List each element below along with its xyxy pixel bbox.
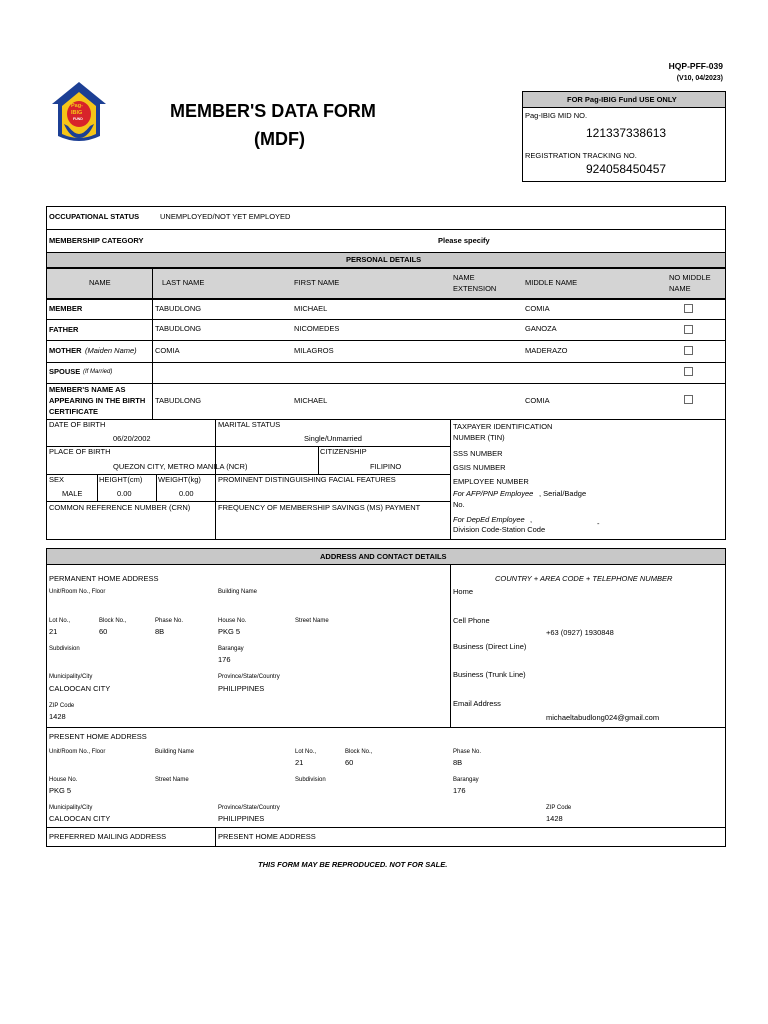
mailing-address-label: PREFERRED MAILING ADDRESS: [49, 832, 167, 841]
pres-unit-label: Unit/Room No., Floor: [49, 749, 106, 755]
citizenship-label: CITIZENSHIP: [320, 447, 367, 456]
father-first-name[interactable]: NICOMEDES: [294, 324, 340, 333]
pob-label: PLACE OF BIRTH: [49, 447, 111, 456]
pres-province-value[interactable]: PHILIPPINES: [218, 814, 265, 823]
pres-house-label: House No.: [49, 777, 78, 783]
spouse-no-middle-checkbox[interactable]: [684, 367, 693, 376]
father-last-name[interactable]: TABUDLONG: [155, 324, 202, 333]
home-phone-label: Home: [453, 587, 474, 596]
perm-block-value[interactable]: 60: [99, 627, 108, 636]
mailing-address-value[interactable]: PRESENT HOME ADDRESS: [218, 832, 316, 841]
member-row-label: MEMBER: [49, 304, 83, 313]
pres-street-label: Street Name: [155, 777, 189, 783]
col-name-ext-2: EXTENSION: [453, 284, 497, 293]
pres-block-label: Block No.,: [345, 749, 373, 755]
personal-details-header-label: PERSONAL DETAILS: [346, 255, 422, 264]
rtn-value: 924058450457: [586, 162, 667, 176]
member-first-name[interactable]: MICHAEL: [294, 304, 328, 313]
perm-province-value[interactable]: PHILIPPINES: [218, 684, 265, 693]
perm-lot-label: Lot No.,: [49, 618, 71, 624]
member-last-name[interactable]: TABUDLONG: [155, 304, 202, 313]
sss-label: SSS NUMBER: [453, 449, 503, 458]
sex-label: SEX: [49, 475, 65, 484]
spouse-row-label: SPOUSE: [49, 367, 81, 376]
mother-first-name[interactable]: MILAGROS: [294, 346, 334, 355]
birth-cert-middle-name[interactable]: COMIA: [525, 396, 550, 405]
form-subtitle: (MDF): [254, 129, 305, 149]
member-no-middle-checkbox[interactable]: [684, 304, 693, 313]
pres-municipality-value[interactable]: CALOOCAN CITY: [49, 814, 111, 823]
pag-ibig-logo: Pag- IBIG FUND: [50, 80, 108, 144]
father-middle-name[interactable]: GANOZA: [525, 324, 557, 333]
form-code: HQP-PFF-039: [668, 61, 723, 71]
mid-value: 121337338613: [586, 126, 667, 140]
pres-subdivision-label: Subdivision: [295, 777, 326, 783]
cell-phone-label: Cell Phone: [453, 616, 490, 625]
pres-building-label: Building Name: [155, 749, 195, 755]
deped-label-2: ,: [530, 515, 533, 524]
father-no-middle-checkbox[interactable]: [684, 325, 693, 334]
dob-label: DATE OF BIRTH: [49, 420, 106, 429]
citizenship-value[interactable]: FILIPINO: [370, 462, 402, 471]
rtn-label: REGISTRATION TRACKING NO.: [525, 151, 637, 160]
member-middle-name[interactable]: COMIA: [525, 304, 550, 313]
deped-label: For DepEd Employee: [453, 515, 525, 524]
perm-house-value[interactable]: PKG 5: [218, 627, 241, 636]
sex-value[interactable]: MALE: [62, 489, 83, 498]
deped-label-3: Division Code-Station Code: [453, 525, 546, 534]
perm-subdivision-label: Subdivision: [49, 646, 80, 652]
col-no-middle: NO MIDDLE: [669, 273, 711, 282]
perm-municipality-value[interactable]: CALOOCAN CITY: [49, 684, 111, 693]
address-header-label: ADDRESS AND CONTACT DETAILS: [320, 552, 447, 561]
pres-lot-value[interactable]: 21: [295, 758, 304, 767]
present-address-label: PRESENT HOME ADDRESS: [49, 732, 147, 741]
email-label: Email Address: [453, 699, 501, 708]
birth-cert-label-1: MEMBER'S NAME AS: [49, 385, 126, 394]
tin-label-2: NUMBER (TIN): [453, 433, 505, 442]
cell-phone-value[interactable]: +63 (0927) 1930848: [546, 628, 614, 637]
weight-value[interactable]: 0.00: [179, 489, 194, 498]
perm-house-label: House No.: [218, 618, 247, 624]
perm-province-label: Province/State/Country: [218, 674, 280, 680]
birth-cert-last-name[interactable]: TABUDLONG: [155, 396, 202, 405]
fund-use-header-label: FOR Pag-IBIG Fund USE ONLY: [567, 95, 677, 104]
perm-phase-value[interactable]: 8B: [155, 627, 165, 636]
mother-row-label: MOTHER: [49, 346, 82, 355]
height-value[interactable]: 0.00: [117, 489, 132, 498]
form-version: (V10, 04/2023): [676, 75, 723, 82]
mother-row-sub: (Maiden Name): [85, 346, 137, 355]
pres-zip-value[interactable]: 1428: [546, 814, 563, 823]
col-name-ext: NAME: [453, 273, 475, 282]
membership-label: MEMBERSHIP CATEGORY: [49, 236, 144, 245]
perm-phase-label: Phase No.: [155, 618, 184, 624]
pob-value[interactable]: QUEZON CITY, METRO MANILA (NCR): [113, 462, 248, 471]
perm-unit-label: Unit/Room No., Floor: [49, 589, 106, 595]
birth-cert-first-name[interactable]: MICHAEL: [294, 396, 328, 405]
marital-value[interactable]: Single/Unmarried: [304, 434, 362, 443]
address-form: [46, 548, 726, 847]
footer-note: THIS FORM MAY BE REPRODUCED. NOT FOR SALE.: [258, 860, 448, 869]
col-no-middle-2: NAME: [669, 284, 691, 293]
email-value[interactable]: michaeltabudlong024@gmail.com: [546, 713, 660, 722]
col-name: NAME: [89, 278, 111, 287]
pres-province-label: Province/State/Country: [218, 805, 280, 811]
marital-label: MARITAL STATUS: [218, 420, 281, 429]
mother-no-middle-checkbox[interactable]: [684, 346, 693, 355]
pres-house-value[interactable]: PKG 5: [49, 786, 72, 795]
permanent-address-label: PERMANENT HOME ADDRESS: [49, 574, 159, 583]
business-direct-label: Business (Direct Line): [453, 642, 527, 651]
col-middle-name: MIDDLE NAME: [525, 278, 578, 287]
form-title: MEMBER'S DATA FORM: [170, 101, 376, 121]
pres-municipality-label: Municipality/City: [49, 805, 93, 811]
gsis-label: GSIS NUMBER: [453, 463, 506, 472]
father-row-label: FATHER: [49, 325, 79, 334]
spouse-row-sub: (If Married): [83, 369, 113, 375]
perm-building-label: Building Name: [218, 589, 258, 595]
membership-specify: Please specify: [438, 236, 490, 245]
pres-phase-value[interactable]: 8B: [453, 758, 463, 767]
weight-label: WEIGHT(kg): [158, 475, 201, 484]
pres-block-value[interactable]: 60: [345, 758, 354, 767]
mother-middle-name[interactable]: MADERAZO: [525, 346, 568, 355]
deped-value[interactable]: -: [597, 519, 600, 528]
afp-label: For AFP/PNP Employee: [453, 489, 534, 498]
tin-label-1: TAXPAYER IDENTIFICATION: [453, 422, 553, 431]
pres-lot-label: Lot No.,: [295, 749, 317, 755]
perm-zip-value[interactable]: 1428: [49, 712, 66, 721]
crn-label: COMMON REFERENCE NUMBER (CRN): [49, 503, 191, 512]
occupational-label: OCCUPATIONAL STATUS: [49, 212, 140, 221]
birth-cert-label-2: APPEARING IN THE BIRTH: [49, 396, 146, 405]
pres-barangay-label: Barangay: [453, 777, 479, 783]
business-trunk-label: Business (Trunk Line): [453, 670, 526, 679]
birth-cert-label-3: CERTIFICATE: [49, 407, 99, 416]
pres-zip-label: ZIP Code: [546, 805, 572, 811]
mother-last-name[interactable]: COMIA: [155, 346, 180, 355]
contact-header: COUNTRY + AREA CODE + TELEPHONE NUMBER: [495, 574, 673, 583]
dob-value[interactable]: 06/20/2002: [113, 434, 151, 443]
occupational-value[interactable]: UNEMPLOYED/NOT YET EMPLOYED: [160, 212, 291, 221]
perm-zip-label: ZIP Code: [49, 703, 75, 709]
perm-street-label: Street Name: [295, 618, 329, 624]
perm-lot-value[interactable]: 21: [49, 627, 58, 636]
perm-municipality-label: Municipality/City: [49, 674, 93, 680]
perm-block-label: Block No.,: [99, 618, 127, 624]
pres-barangay-value[interactable]: 176: [453, 786, 466, 795]
col-first-name: FIRST NAME: [294, 278, 340, 287]
name-header-row: [46, 268, 726, 299]
col-last-name: LAST NAME: [162, 278, 205, 287]
afp-label-3: No.: [453, 500, 465, 509]
birth-cert-no-middle-checkbox[interactable]: [684, 395, 693, 404]
ms-payment-label: FREQUENCY OF MEMBERSHIP SAVINGS (MS) PAYMENT: [218, 503, 421, 512]
perm-barangay-value[interactable]: 176: [218, 655, 231, 664]
pres-phase-label: Phase No.: [453, 749, 482, 755]
height-label: HEIGHT(cm): [99, 475, 143, 484]
facial-features-label: PROMINENT DISTINGUISHING FACIAL FEATURES: [218, 475, 396, 484]
mid-label: Pag-IBIG MID NO.: [525, 111, 588, 120]
afp-label-2: , Serial/Badge: [539, 489, 587, 498]
perm-barangay-label: Barangay: [218, 646, 244, 652]
employee-number-label: EMPLOYEE NUMBER: [453, 477, 529, 486]
